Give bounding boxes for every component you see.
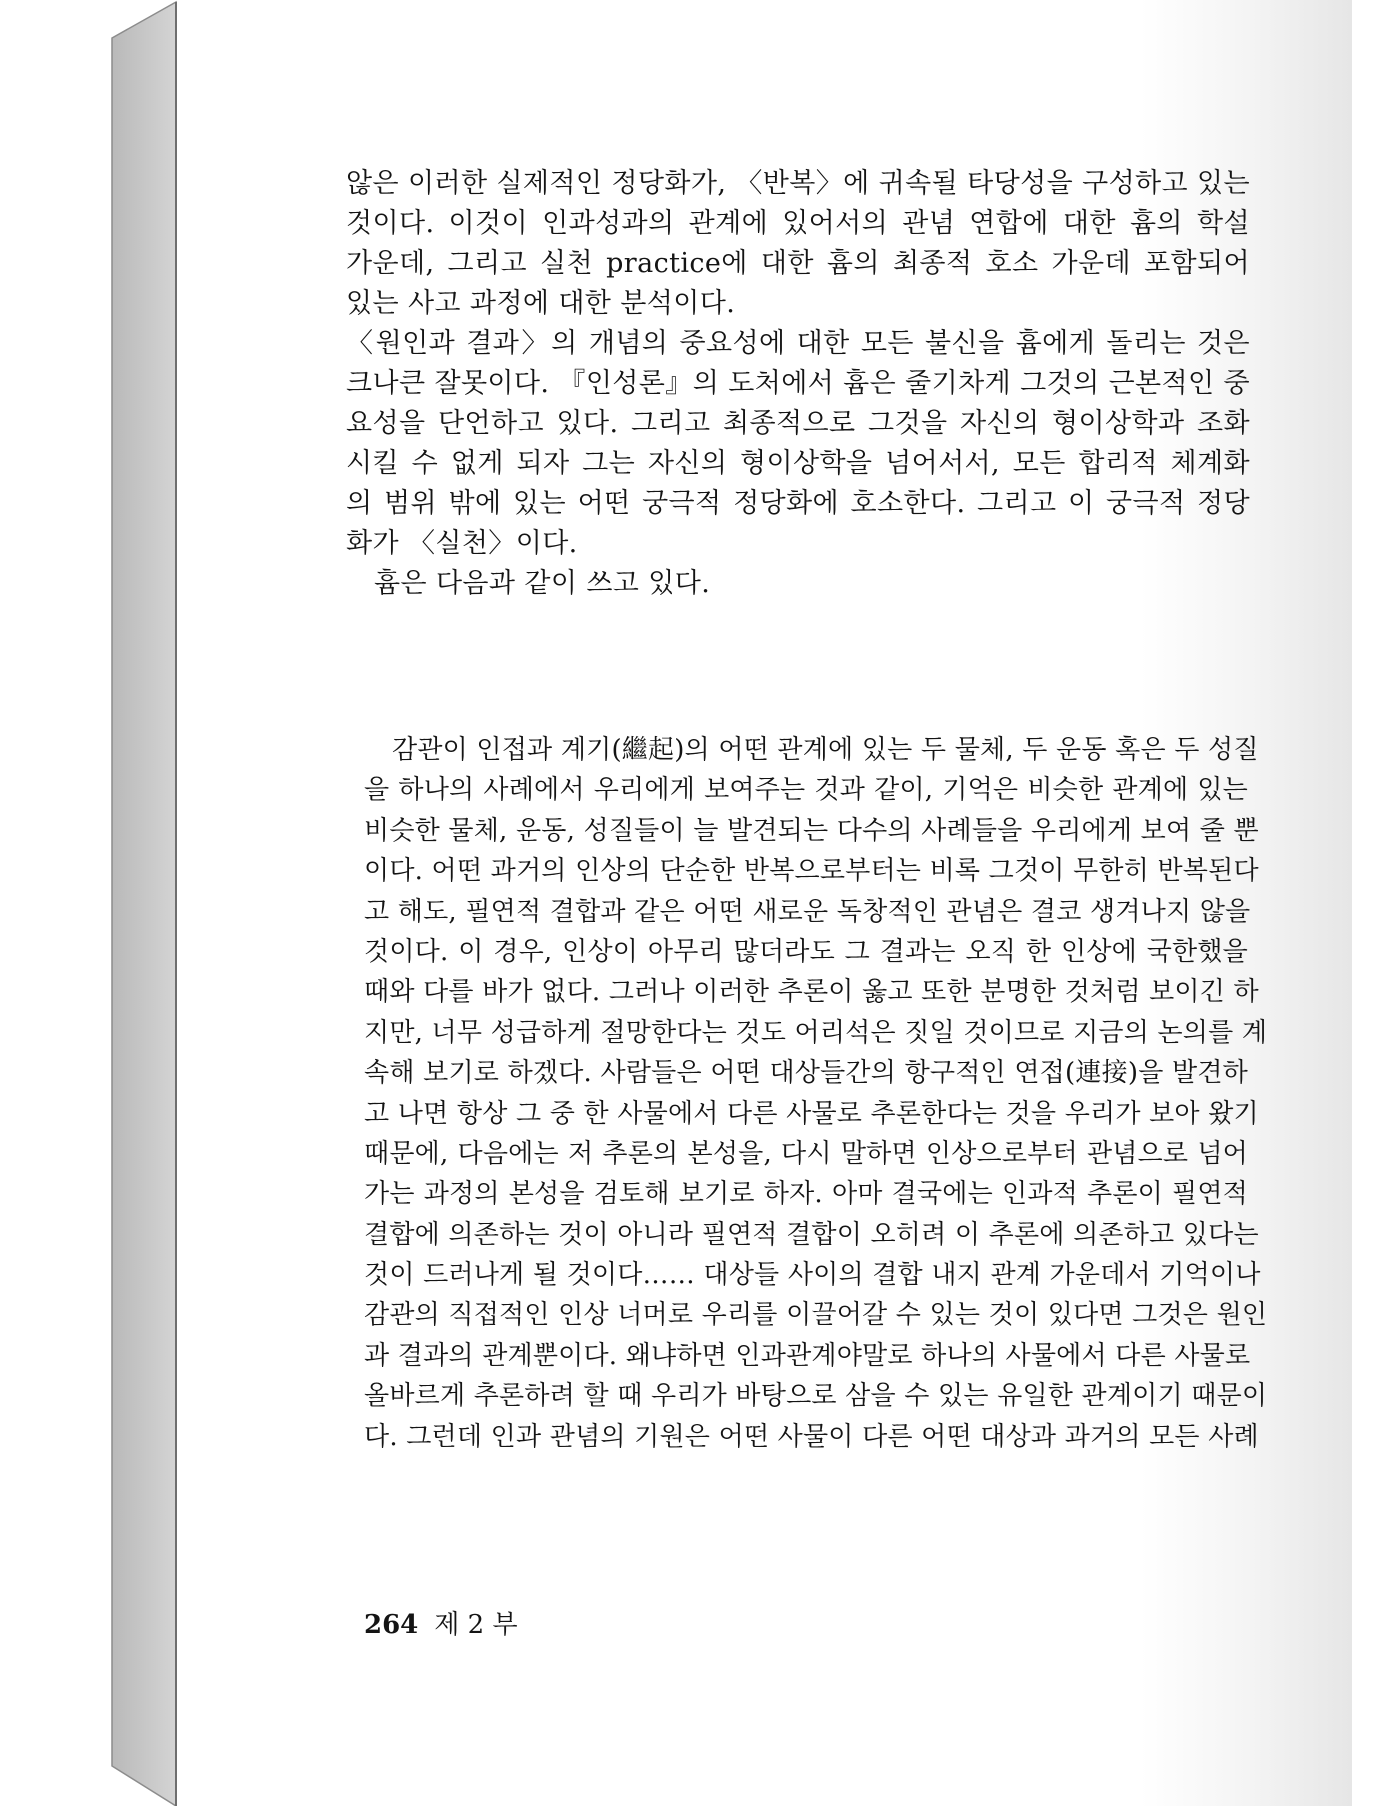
text-line: 화가 〈실천〉이다. bbox=[346, 528, 578, 559]
quote-line: 가는 과정의 본성을 검토해 보기로 하자. 아마 결국에는 인과적 추론이 필연적 bbox=[364, 1179, 1248, 1210]
quote-line: 올바르게 추론하려 할 때 우리가 바탕으로 삼을 수 있는 유일한 관계이기 때문이 bbox=[364, 1381, 1268, 1412]
quote-line: 고 나면 항상 그 중 한 사물에서 다른 사물로 추론한다는 것을 우리가 보아 왔기 bbox=[364, 1098, 1259, 1129]
text-line: 있는 사고 과정에 대한 분석이다. bbox=[346, 288, 736, 319]
text-line: 것이다. 이것이 인과성과의 관계에 있어서의 관념 연합에 대한 흄의 학설 bbox=[346, 208, 1250, 239]
text-line: 〈원인과 결과〉의 개념의 중요성에 대한 모든 불신을 흄에게 돌리는 것은 bbox=[346, 328, 1250, 359]
quote-line: 다. 그런데 인과 관념의 기원은 어떤 사물이 다른 어떤 대상과 과거의 모든 사례 bbox=[364, 1421, 1259, 1452]
quote-line: 고 해도, 필연적 결합과 같은 어떤 새로운 독창적인 관념은 결코 생겨나지 않을 bbox=[364, 896, 1251, 927]
text-line: 요성을 단언하고 있다. 그리고 최종적으로 그것을 자신의 형이상학과 조화 bbox=[346, 408, 1250, 439]
quote-line: 때와 다를 바가 없다. 그러나 이러한 추론이 옳고 또한 분명한 것처럼 보이긴 하 bbox=[364, 977, 1259, 1008]
page-number: 264 bbox=[364, 1610, 419, 1640]
quote-line: 과 결과의 관계뿐이다. 왜냐하면 인과관계야말로 하나의 사물에서 다른 사물로 bbox=[364, 1340, 1251, 1371]
paragraph-3 bbox=[346, 564, 1250, 604]
quote-line: 것이다. 이 경우, 인상이 아무리 많더라도 그 결과는 오직 한 인상에 국한했을 bbox=[364, 936, 1248, 967]
page-footer bbox=[364, 1608, 518, 1642]
quote-line: 을 하나의 사례에서 우리에게 보여주는 것과 같이, 기억은 비슷한 관계에 있는 bbox=[364, 775, 1248, 806]
quote-line: 속해 보기로 하겠다. 사람들은 어떤 대상들간의 항구적인 연접(連接)을 발견하 bbox=[364, 1058, 1248, 1089]
block-quote bbox=[364, 730, 1268, 1457]
text-line: 의 범위 밖에 있는 어떤 궁극적 정당화에 호소한다. 그리고 이 궁극적 정당 bbox=[346, 488, 1250, 519]
text-line: 크나큰 잘못이다. 『인성론』의 도처에서 흄은 줄기차게 그것의 근본적인 중 bbox=[346, 368, 1250, 399]
text-line: 않은 이러한 실제적인 정당화가, 〈반복〉에 귀속될 타당성을 구성하고 있는 bbox=[346, 168, 1250, 199]
text-line: 가운데, 그리고 실천 practice에 대한 흄의 최종적 호소 가운데 포함되어 bbox=[346, 248, 1250, 279]
quote-line: 비슷한 물체, 운동, 성질들이 늘 발견되는 다수의 사례들을 우리에게 보여 줄 뿐 bbox=[364, 815, 1259, 846]
body-text bbox=[346, 164, 1250, 604]
quote-line: 것이 드러나게 될 것이다…… 대상들 사이의 결합 내지 관계 가운데서 기억이나 bbox=[364, 1260, 1261, 1291]
quote-line: 지만, 너무 성급하게 절망한다는 것도 어리석은 짓일 것이므로 지금의 논의를 계 bbox=[364, 1017, 1268, 1048]
paragraph-1 bbox=[346, 164, 1250, 324]
quote-line: 이다. 어떤 과거의 인상의 단순한 반복으로부터는 비록 그것이 무한히 반복된다 bbox=[364, 856, 1259, 887]
quote-line: 결합에 의존하는 것이 아니라 필연적 결합이 오히려 이 추론에 의존하고 있다는 bbox=[364, 1219, 1259, 1250]
paragraph-2 bbox=[346, 324, 1250, 564]
quote-line: 감관의 직접적인 인상 너머로 우리를 이끌어갈 수 있는 것이 있다면 그것은 원인 bbox=[364, 1300, 1268, 1331]
text-line: 흄은 다음과 같이 쓰고 있다. bbox=[374, 568, 711, 599]
quote-line: 감관이 인접과 계기(繼起)의 어떤 관계에 있는 두 물체, 두 운동 혹은 두 성질 bbox=[392, 735, 1259, 765]
text-line: 시킬 수 없게 되자 그는 자신의 형이상학을 넘어서서, 모든 합리적 체계화 bbox=[346, 448, 1250, 479]
part-label: 제 2 부 bbox=[434, 1610, 518, 1640]
quote-line: 때문에, 다음에는 저 추론의 본성을, 다시 말하면 인상으로부터 관념으로 넘어 bbox=[364, 1138, 1248, 1169]
